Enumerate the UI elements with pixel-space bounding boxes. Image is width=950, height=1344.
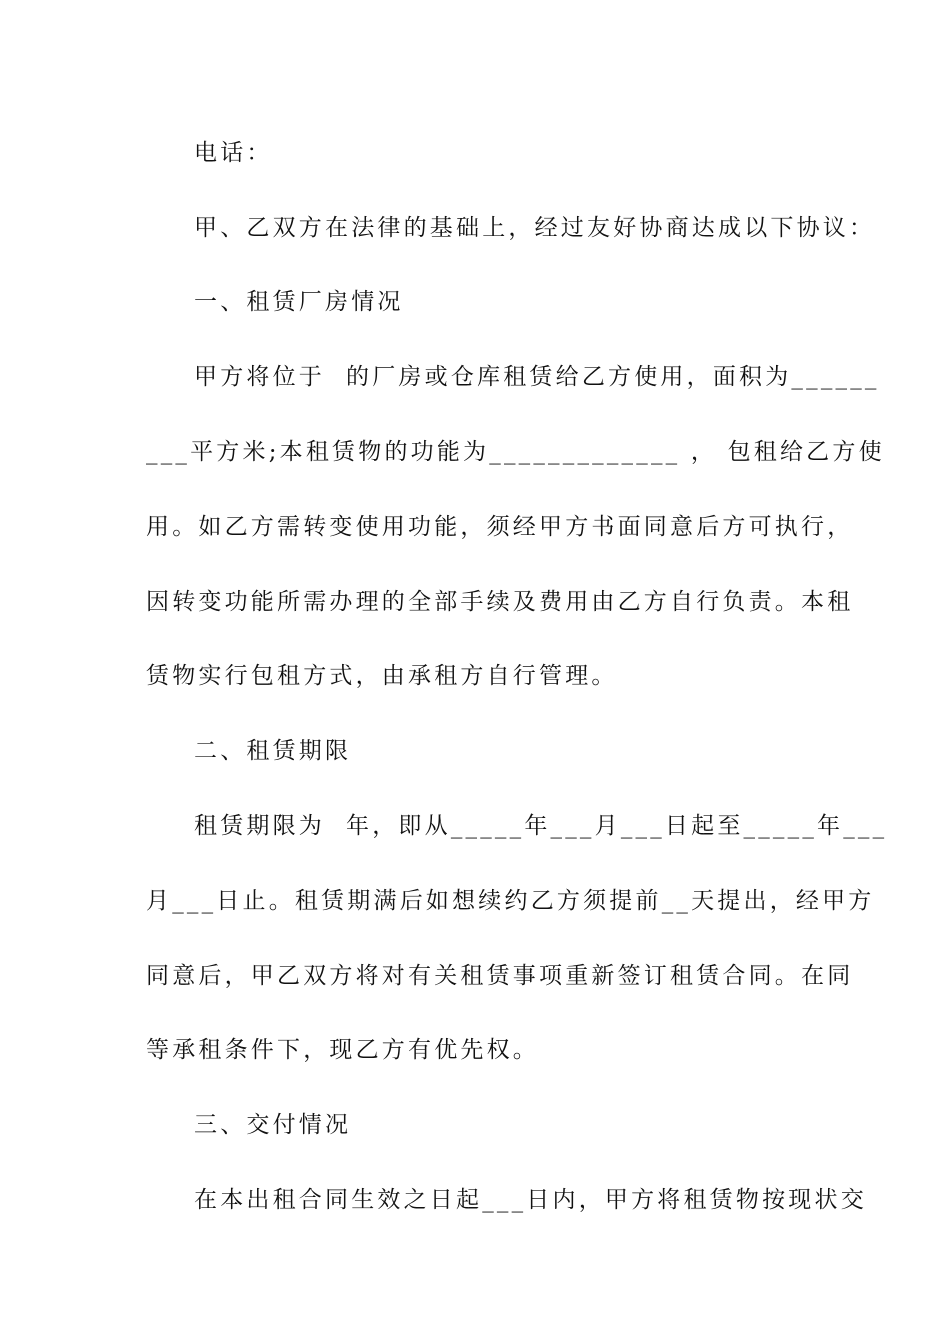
paragraph-line: ___平方米;本租赁物的功能为_____________ ， 包租给乙方使 [146, 439, 885, 465]
paragraph-line: 用。如乙方需转变使用功能，须经甲方书面同意后方可执行， [146, 514, 854, 540]
paragraph-line: 同意后，甲乙双方将对有关租赁事项重新签订租赁合同。在同 [146, 963, 854, 989]
paragraph-line: 赁物实行包租方式，由承租方自行管理。 [146, 663, 618, 689]
phone-label: 电话： [194, 140, 273, 166]
paragraph-line: 等承租条件下，现乙方有优先权。 [146, 1037, 539, 1063]
section-heading-1: 一、租赁厂房情况 [194, 289, 404, 315]
agreement-intro: 甲、乙双方在法律的基础上，经过友好协商达成以下协议： [194, 215, 876, 241]
paragraph-line: 租赁期限为 年，即从_____年___月___日起至_____年___ [194, 813, 888, 839]
paragraph-line: 甲方将位于 的厂房或仓库租赁给乙方使用，面积为______ [194, 364, 880, 390]
section-heading-2: 二、租赁期限 [194, 738, 352, 764]
paragraph-line: 月___日止。租赁期满后如想续约乙方须提前__天提出，经甲方 [146, 888, 875, 914]
paragraph-line: 在本出租合同生效之日起___日内，甲方将租赁物按现状交 [194, 1187, 867, 1213]
paragraph-line: 因转变功能所需办理的全部手续及费用由乙方自行负责。本租 [146, 589, 854, 615]
section-heading-3: 三、交付情况 [194, 1112, 352, 1138]
